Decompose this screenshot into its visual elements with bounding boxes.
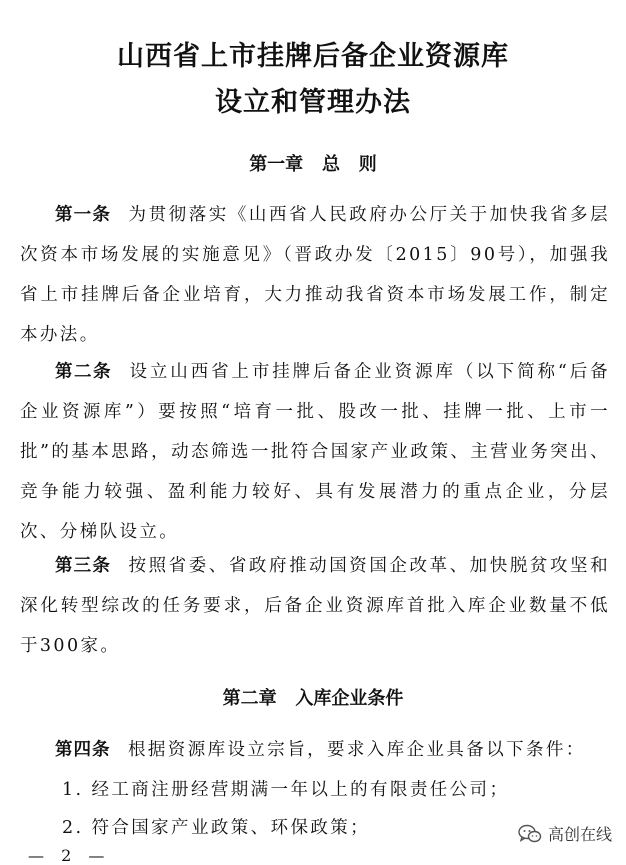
article-1 xyxy=(20,195,610,355)
article-2-text: 设立山西省上市挂牌后备企业资源库（以下简称“后备企业资源库”）要按照“培育一批、股改一批、挂牌一批、上市一批”的基本思路，动态筛选一批符合国家产业政策、主营业务突出、竞争能力较强、盈利能力较好、具有发展潜力的重点企业，分层次、分梯队设立。 xyxy=(20,362,611,542)
article-3 xyxy=(20,546,610,666)
document-title-line1: 山西省上市挂牌后备企业资源库 xyxy=(117,41,509,72)
article-4 xyxy=(20,730,610,770)
article-1-text: 为贯彻落实《山西省人民政府办公厅关于加快我省多层次资本市场发展的实施意见》（晋政办发〔2015〕90号），加强我省上市挂牌后备企业培育，大力推动我省资本市场发展工作，制定本办法。 xyxy=(20,205,610,345)
article-3-text: 按照省委、省政府推动国资国企改革、加快脱贫攻坚和深化转型综改的任务要求，后备企业资源库首批入库企业数量不低于300家。 xyxy=(20,556,610,656)
wechat-icon xyxy=(518,824,542,844)
condition-item-1: 1. 经工商注册经营期满一年以上的有限责任公司； xyxy=(62,780,510,800)
document-title-line2: 设立和管理办法 xyxy=(215,87,411,118)
page-number: — 2 — xyxy=(28,846,111,865)
article-2-lead: 第二条 xyxy=(55,362,112,382)
chapter1-heading: 第一章 总 则 xyxy=(249,154,377,175)
article-3-lead: 第三条 xyxy=(55,556,112,576)
article-1-lead: 第一条 xyxy=(55,205,112,225)
article-2 xyxy=(20,352,610,552)
article-4-text: 根据资源库设立宗旨，要求入库企业具备以下条件： xyxy=(128,740,586,760)
article-4-lead: 第四条 xyxy=(55,740,111,760)
source-watermark xyxy=(514,820,616,847)
watermark-text: 高创在线 xyxy=(547,825,612,844)
condition-item-2: 2. 符合国家产业政策、环保政策； xyxy=(62,818,371,838)
chapter2-heading: 第二章 入库企业条件 xyxy=(222,688,404,709)
